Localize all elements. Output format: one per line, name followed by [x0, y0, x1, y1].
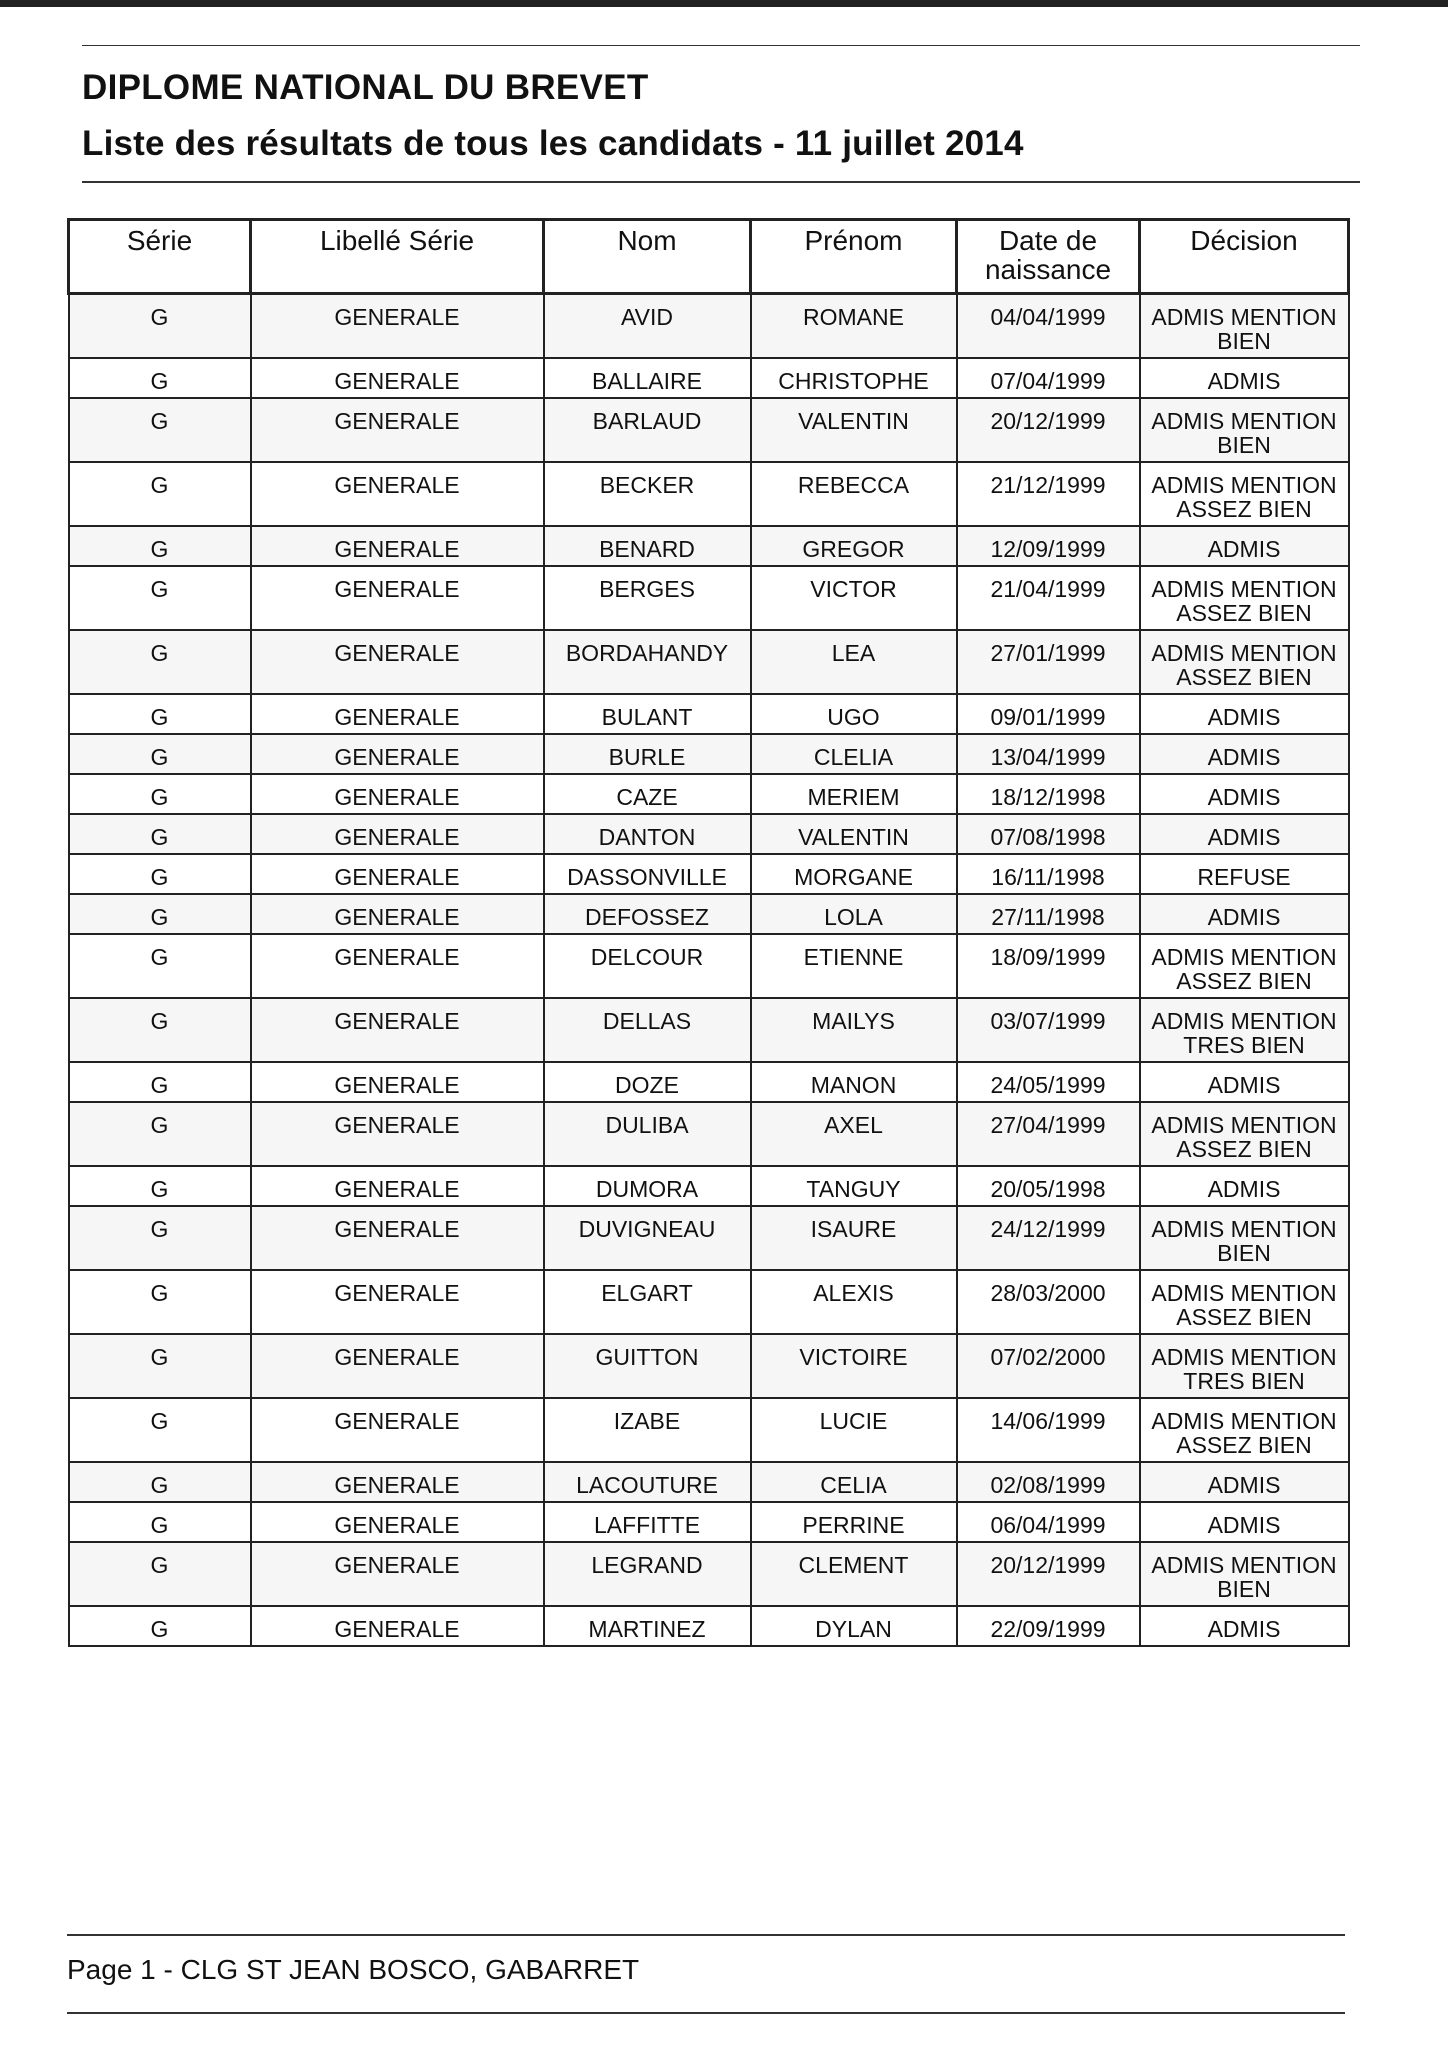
cell-serie: G	[69, 1166, 251, 1206]
cell-prenom: MERIEM	[751, 774, 957, 814]
cell-nom: BURLE	[544, 734, 751, 774]
cell-libelle-serie: GENERALE	[251, 1502, 544, 1542]
cell-prenom: VICTOR	[751, 566, 957, 630]
cell-prenom: CLEMENT	[751, 1542, 957, 1606]
cell-serie: G	[69, 1542, 251, 1606]
table-row	[69, 462, 1349, 526]
cell-date-naissance: 21/12/1999	[957, 462, 1140, 526]
cell-libelle-serie: GENERALE	[251, 294, 544, 359]
cell-decision: ADMIS MENTION ASSEZ BIEN	[1140, 630, 1349, 694]
footer-rule-bottom	[67, 2012, 1345, 2014]
cell-decision: ADMIS	[1140, 1606, 1349, 1646]
scan-top-edge	[0, 0, 1448, 7]
cell-prenom: MAILYS	[751, 998, 957, 1062]
table-header-row	[69, 220, 1349, 294]
cell-serie: G	[69, 566, 251, 630]
cell-date-naissance: 27/01/1999	[957, 630, 1140, 694]
cell-date-naissance: 20/05/1998	[957, 1166, 1140, 1206]
document-subtitle: Liste des résultats de tous les candidats - 11 juillet 2014	[82, 124, 1024, 163]
cell-serie: G	[69, 1398, 251, 1462]
cell-serie: G	[69, 1102, 251, 1166]
cell-decision: ADMIS	[1140, 358, 1349, 398]
table-row	[69, 1270, 1349, 1334]
cell-serie: G	[69, 1502, 251, 1542]
cell-nom: DELCOUR	[544, 934, 751, 998]
cell-nom: BERGES	[544, 566, 751, 630]
cell-prenom: GREGOR	[751, 526, 957, 566]
cell-serie: G	[69, 694, 251, 734]
table-row	[69, 854, 1349, 894]
cell-libelle-serie: GENERALE	[251, 894, 544, 934]
cell-nom: BORDAHANDY	[544, 630, 751, 694]
cell-prenom: LOLA	[751, 894, 957, 934]
cell-libelle-serie: GENERALE	[251, 934, 544, 998]
cell-nom: LAFFITTE	[544, 1502, 751, 1542]
table-row	[69, 998, 1349, 1062]
cell-date-naissance: 03/07/1999	[957, 998, 1140, 1062]
table-row	[69, 1166, 1349, 1206]
cell-prenom: MORGANE	[751, 854, 957, 894]
cell-nom: CAZE	[544, 774, 751, 814]
table-row	[69, 694, 1349, 734]
cell-nom: BENARD	[544, 526, 751, 566]
cell-nom: DEFOSSEZ	[544, 894, 751, 934]
cell-libelle-serie: GENERALE	[251, 1606, 544, 1646]
cell-decision: ADMIS MENTION ASSEZ BIEN	[1140, 1102, 1349, 1166]
cell-libelle-serie: GENERALE	[251, 1462, 544, 1502]
cell-serie: G	[69, 358, 251, 398]
cell-nom: IZABE	[544, 1398, 751, 1462]
cell-date-naissance: 20/12/1999	[957, 398, 1140, 462]
table-row	[69, 566, 1349, 630]
cell-libelle-serie: GENERALE	[251, 854, 544, 894]
cell-nom: BALLAIRE	[544, 358, 751, 398]
cell-date-naissance: 07/02/2000	[957, 1334, 1140, 1398]
table-row	[69, 1606, 1349, 1646]
cell-decision: ADMIS	[1140, 814, 1349, 854]
cell-nom: DULIBA	[544, 1102, 751, 1166]
column-header-prenom: Prénom	[751, 220, 957, 294]
cell-serie: G	[69, 998, 251, 1062]
cell-libelle-serie: GENERALE	[251, 1062, 544, 1102]
cell-date-naissance: 13/04/1999	[957, 734, 1140, 774]
cell-nom: LEGRAND	[544, 1542, 751, 1606]
table-row	[69, 894, 1349, 934]
cell-serie: G	[69, 1462, 251, 1502]
title-rule	[82, 181, 1360, 183]
cell-decision: ADMIS	[1140, 694, 1349, 734]
table-row	[69, 358, 1349, 398]
cell-prenom: VALENTIN	[751, 398, 957, 462]
cell-libelle-serie: GENERALE	[251, 1166, 544, 1206]
cell-decision: ADMIS MENTION BIEN	[1140, 398, 1349, 462]
column-header-nom: Nom	[544, 220, 751, 294]
table-row	[69, 1334, 1349, 1398]
cell-nom: BULANT	[544, 694, 751, 734]
cell-libelle-serie: GENERALE	[251, 694, 544, 734]
cell-libelle-serie: GENERALE	[251, 1334, 544, 1398]
cell-libelle-serie: GENERALE	[251, 814, 544, 854]
cell-date-naissance: 28/03/2000	[957, 1270, 1140, 1334]
cell-serie: G	[69, 294, 251, 359]
cell-prenom: ALEXIS	[751, 1270, 957, 1334]
cell-serie: G	[69, 462, 251, 526]
cell-nom: GUITTON	[544, 1334, 751, 1398]
table-row	[69, 630, 1349, 694]
cell-libelle-serie: GENERALE	[251, 1102, 544, 1166]
cell-decision: ADMIS	[1140, 1166, 1349, 1206]
footer-rule-top	[67, 1934, 1345, 1936]
cell-nom: DOZE	[544, 1062, 751, 1102]
results-table-container	[67, 218, 1347, 1647]
cell-nom: ELGART	[544, 1270, 751, 1334]
cell-date-naissance: 27/04/1999	[957, 1102, 1140, 1166]
cell-date-naissance: 07/08/1998	[957, 814, 1140, 854]
table-row	[69, 1062, 1349, 1102]
cell-decision: ADMIS	[1140, 1502, 1349, 1542]
table-row	[69, 734, 1349, 774]
cell-serie: G	[69, 1206, 251, 1270]
document-title: DIPLOME NATIONAL DU BREVET	[82, 68, 649, 107]
table-row	[69, 774, 1349, 814]
cell-decision: ADMIS MENTION BIEN	[1140, 294, 1349, 359]
cell-date-naissance: 22/09/1999	[957, 1606, 1140, 1646]
cell-prenom: DYLAN	[751, 1606, 957, 1646]
cell-prenom: AXEL	[751, 1102, 957, 1166]
cell-decision: ADMIS MENTION TRES BIEN	[1140, 1334, 1349, 1398]
cell-serie: G	[69, 1334, 251, 1398]
table-row	[69, 1542, 1349, 1606]
cell-date-naissance: 07/04/1999	[957, 358, 1140, 398]
cell-prenom: LEA	[751, 630, 957, 694]
cell-date-naissance: 06/04/1999	[957, 1502, 1140, 1542]
cell-nom: DUVIGNEAU	[544, 1206, 751, 1270]
cell-libelle-serie: GENERALE	[251, 998, 544, 1062]
cell-date-naissance: 18/09/1999	[957, 934, 1140, 998]
cell-nom: LACOUTURE	[544, 1462, 751, 1502]
cell-decision: ADMIS MENTION BIEN	[1140, 1542, 1349, 1606]
cell-prenom: CLELIA	[751, 734, 957, 774]
cell-libelle-serie: GENERALE	[251, 398, 544, 462]
cell-libelle-serie: GENERALE	[251, 566, 544, 630]
cell-libelle-serie: GENERALE	[251, 526, 544, 566]
cell-libelle-serie: GENERALE	[251, 1270, 544, 1334]
cell-serie: G	[69, 1606, 251, 1646]
cell-libelle-serie: GENERALE	[251, 358, 544, 398]
cell-date-naissance: 09/01/1999	[957, 694, 1140, 734]
table-row	[69, 1398, 1349, 1462]
cell-serie: G	[69, 1062, 251, 1102]
cell-decision: ADMIS MENTION BIEN	[1140, 1206, 1349, 1270]
cell-libelle-serie: GENERALE	[251, 774, 544, 814]
cell-prenom: MANON	[751, 1062, 957, 1102]
cell-prenom: LUCIE	[751, 1398, 957, 1462]
cell-nom: MARTINEZ	[544, 1606, 751, 1646]
table-row	[69, 934, 1349, 998]
cell-decision: ADMIS MENTION TRES BIEN	[1140, 998, 1349, 1062]
results-table	[67, 218, 1350, 1647]
column-header-serie: Série	[69, 220, 251, 294]
page-footer: Page 1 - CLG ST JEAN BOSCO, GABARRET	[67, 1954, 640, 1985]
table-row	[69, 1206, 1349, 1270]
cell-date-naissance: 16/11/1998	[957, 854, 1140, 894]
cell-prenom: ROMANE	[751, 294, 957, 359]
table-row	[69, 1462, 1349, 1502]
cell-decision: ADMIS MENTION ASSEZ BIEN	[1140, 934, 1349, 998]
cell-date-naissance: 24/05/1999	[957, 1062, 1140, 1102]
cell-nom: DANTON	[544, 814, 751, 854]
cell-decision: ADMIS	[1140, 526, 1349, 566]
cell-prenom: VALENTIN	[751, 814, 957, 854]
cell-libelle-serie: GENERALE	[251, 1398, 544, 1462]
cell-prenom: UGO	[751, 694, 957, 734]
table-row	[69, 1102, 1349, 1166]
cell-prenom: TANGUY	[751, 1166, 957, 1206]
cell-decision: ADMIS	[1140, 1062, 1349, 1102]
cell-date-naissance: 12/09/1999	[957, 526, 1140, 566]
cell-decision: ADMIS	[1140, 774, 1349, 814]
cell-prenom: ISAURE	[751, 1206, 957, 1270]
cell-libelle-serie: GENERALE	[251, 1542, 544, 1606]
table-row	[69, 398, 1349, 462]
cell-decision: ADMIS MENTION ASSEZ BIEN	[1140, 1270, 1349, 1334]
cell-prenom: REBECCA	[751, 462, 957, 526]
table-body	[69, 294, 1349, 1647]
table-row	[69, 1502, 1349, 1542]
cell-date-naissance: 18/12/1998	[957, 774, 1140, 814]
cell-libelle-serie: GENERALE	[251, 734, 544, 774]
cell-nom: DELLAS	[544, 998, 751, 1062]
cell-prenom: ETIENNE	[751, 934, 957, 998]
column-header-libelle-serie: Libellé Série	[251, 220, 544, 294]
cell-prenom: PERRINE	[751, 1502, 957, 1542]
cell-date-naissance: 14/06/1999	[957, 1398, 1140, 1462]
cell-serie: G	[69, 630, 251, 694]
cell-decision: ADMIS	[1140, 894, 1349, 934]
cell-date-naissance: 20/12/1999	[957, 1542, 1140, 1606]
cell-serie: G	[69, 774, 251, 814]
cell-date-naissance: 24/12/1999	[957, 1206, 1140, 1270]
cell-nom: BARLAUD	[544, 398, 751, 462]
cell-date-naissance: 21/04/1999	[957, 566, 1140, 630]
cell-serie: G	[69, 526, 251, 566]
cell-libelle-serie: GENERALE	[251, 462, 544, 526]
cell-decision: REFUSE	[1140, 854, 1349, 894]
cell-serie: G	[69, 814, 251, 854]
table-row	[69, 814, 1349, 854]
cell-prenom: CHRISTOPHE	[751, 358, 957, 398]
table-row	[69, 526, 1349, 566]
cell-serie: G	[69, 934, 251, 998]
cell-nom: DASSONVILLE	[544, 854, 751, 894]
cell-decision: ADMIS MENTION ASSEZ BIEN	[1140, 1398, 1349, 1462]
cell-nom: BECKER	[544, 462, 751, 526]
cell-date-naissance: 04/04/1999	[957, 294, 1140, 359]
cell-decision: ADMIS	[1140, 734, 1349, 774]
cell-serie: G	[69, 854, 251, 894]
cell-libelle-serie: GENERALE	[251, 630, 544, 694]
cell-serie: G	[69, 894, 251, 934]
cell-date-naissance: 27/11/1998	[957, 894, 1140, 934]
cell-serie: G	[69, 1270, 251, 1334]
column-header-date-naissance: Date de naissance	[957, 220, 1140, 294]
cell-nom: DUMORA	[544, 1166, 751, 1206]
cell-serie: G	[69, 398, 251, 462]
cell-decision: ADMIS	[1140, 1462, 1349, 1502]
cell-nom: AVID	[544, 294, 751, 359]
cell-libelle-serie: GENERALE	[251, 1206, 544, 1270]
cell-date-naissance: 02/08/1999	[957, 1462, 1140, 1502]
top-rule	[82, 45, 1360, 46]
cell-prenom: VICTOIRE	[751, 1334, 957, 1398]
cell-decision: ADMIS MENTION ASSEZ BIEN	[1140, 462, 1349, 526]
column-header-decision: Décision	[1140, 220, 1349, 294]
table-row	[69, 294, 1349, 359]
cell-decision: ADMIS MENTION ASSEZ BIEN	[1140, 566, 1349, 630]
cell-serie: G	[69, 734, 251, 774]
cell-prenom: CELIA	[751, 1462, 957, 1502]
